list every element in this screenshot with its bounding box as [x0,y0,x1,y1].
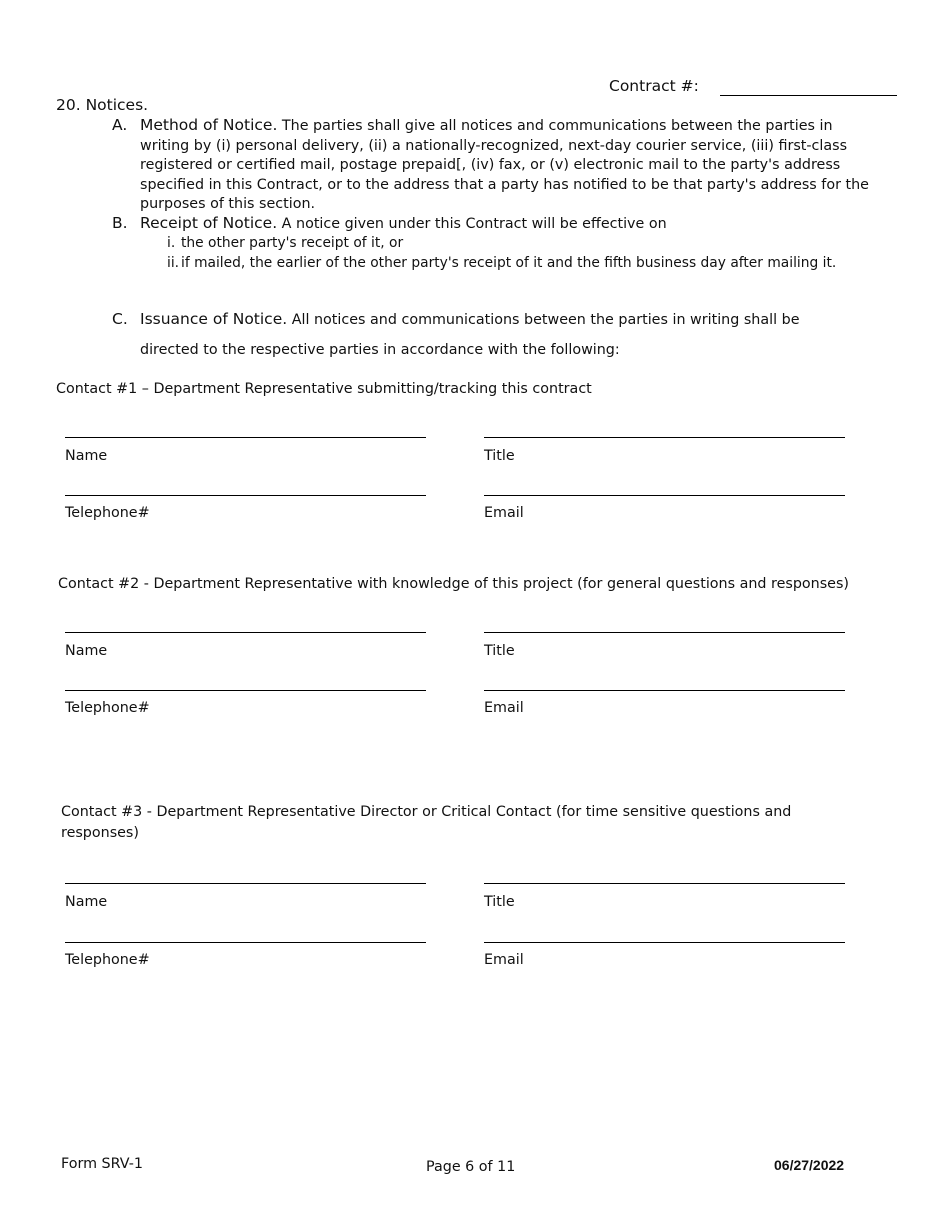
contact-3-title-label: Title [484,894,515,910]
item-b-paragraph [140,214,872,235]
contact-3-email-label: Email [484,952,524,968]
contact-1-telephone-line[interactable] [65,495,426,496]
item-a-heading: Method of Notice. [140,116,278,134]
contact-1-email-line[interactable] [484,495,845,496]
item-c-paragraph-line1 [140,310,800,328]
section-title: 20. Notices. [56,96,149,114]
item-b-text: A notice given under this Contract will be effective on [277,216,667,232]
contact-1-title-line[interactable] [484,437,845,438]
contact-3-name-line[interactable] [65,883,426,884]
contact-2-telephone-line[interactable] [65,690,426,691]
item-b-ii-text: if mailed, the earlier of the other party's receipt of it and the fifth business day after mailing it. [181,255,837,271]
item-a-text: The parties shall give all notices and communications between the parties in writing by (i) personal delivery, (ii) a nationally-recognized, next-day courier service, (iii) first-class registered or certified mail, postage prepaid[, (iv) fax, or (v) electronic mail to the party's address specified in this Contract, or to the address that a party has notified to be that party's address for the purposes of this section. [140,118,869,212]
item-c-marker: C. [112,310,128,328]
contact-2-email-label: Email [484,700,524,716]
item-c-paragraph-line2: directed to the respective parties in accordance with the following: [140,342,620,358]
contact-1-title-label: Title [484,448,515,464]
item-b-heading: Receipt of Notice. [140,214,278,232]
contact-2-telephone-label: Telephone# [65,700,150,716]
contact-3-telephone-line[interactable] [65,942,426,943]
item-c-text: All notices and communications between the parties in writing shall be [287,312,800,328]
contact-1-email-label: Email [484,505,524,521]
item-b-ii-marker: ii. [167,255,180,271]
item-a-paragraph [140,116,872,215]
item-b-marker: B. [112,214,128,232]
contract-number-field-line[interactable] [720,95,897,96]
contact-1-name-line[interactable] [65,437,426,438]
footer-page-number: Page 6 of 11 [426,1159,516,1175]
item-a-marker: A. [112,116,128,134]
contact-2-name-line[interactable] [65,632,426,633]
item-b-i-text: the other party's receipt of it, or [181,235,404,251]
contact-3-name-label: Name [65,894,108,910]
footer-form-id: Form SRV-1 [61,1156,143,1172]
contact-3-telephone-label: Telephone# [65,952,150,968]
item-c-heading: Issuance of Notice. [140,310,288,328]
contact-1-name-label: Name [65,448,108,464]
footer-date: 06/27/2022 [774,1157,845,1173]
contact-1-title: Contact #1 – Department Representative submitting/tracking this contract [56,381,592,397]
contact-2-title: Contact #2 - Department Representative with knowledge of this project (for general questions and responses) [58,576,849,592]
item-b-i-marker: i. [167,235,176,251]
contact-3-title-line[interactable] [484,883,845,884]
contract-number-label: Contract #: [609,77,699,95]
contact-3-email-line[interactable] [484,942,845,943]
contact-2-title-label: Title [484,643,515,659]
contact-1-telephone-label: Telephone# [65,505,150,521]
contact-2-email-line[interactable] [484,690,845,691]
contact-3-title: Contact #3 - Department Representative Director or Critical Contact (for time sensitive questions and responses) [61,804,792,841]
contact-2-title-line[interactable] [484,632,845,633]
contact-2-name-label: Name [65,643,108,659]
